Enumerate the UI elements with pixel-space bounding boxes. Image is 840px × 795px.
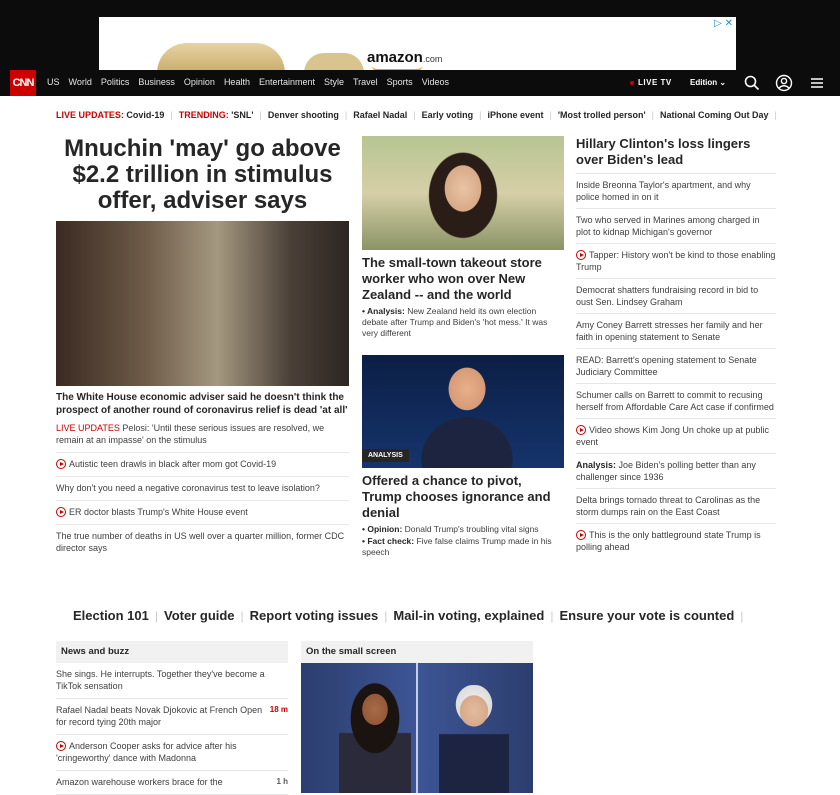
video-play-icon: [56, 741, 66, 751]
amazon-logo: amazon.com: [367, 49, 443, 66]
election-link[interactable]: Report voting issues: [249, 608, 379, 623]
list-item[interactable]: ER doctor blasts Trump's White House event: [56, 501, 349, 525]
cnn-logo[interactable]: CNN: [10, 70, 36, 96]
list-item[interactable]: 18 m Rafael Nadal beats Novak Djokovic at French Open for record tying 20th major: [56, 699, 288, 735]
list-item[interactable]: Inside Breonna Taylor's apartment, and why police homed in on it: [576, 174, 776, 209]
nav-links: [47, 77, 449, 87]
trending-item[interactable]: 'Most trolled person': [557, 110, 646, 120]
trending-item[interactable]: iPhone event: [487, 110, 544, 120]
list-item[interactable]: Autistic teen drawls in black after mom got Covid-19: [56, 453, 349, 477]
list-item[interactable]: The true number of deaths in US well over a quarter million, former CDC director says: [56, 531, 345, 553]
election-link[interactable]: Election 101: [73, 608, 149, 623]
edition-selector[interactable]: Edition ⌄: [690, 78, 727, 87]
live-dot-icon: [630, 81, 634, 85]
list-item[interactable]: Anderson Cooper asks for advice after his 'cringeworthy' dance with Madonna: [56, 735, 288, 771]
live-updates-topic[interactable]: Covid-19: [126, 110, 165, 120]
election-link[interactable]: Voter guide: [164, 608, 235, 623]
top-navigation: [0, 70, 840, 96]
trending-bar: LIVE UPDATES: Covid-19 | TRENDING: 'SNL' | Denver shooting | Rafael Nadal | Early voting | iPhone event | 'Most trolled person' | National Coming Out Day |: [56, 110, 777, 120]
trending-item[interactable]: Rafael Nadal: [353, 110, 408, 120]
list-item[interactable]: Why don't you need a negative coronavirus test to leave isolation?: [56, 477, 349, 501]
story-subhead[interactable]: • Fact check: Five false claims Trump made in his speech: [362, 536, 552, 557]
lead-story-summary[interactable]: The White House economic adviser said he doesn't think the prospect of another round of coronavirus relief is dead 'at all': [56, 392, 348, 416]
list-item[interactable]: Video shows Kim Jong Un choke up at public event: [576, 419, 776, 454]
story-photo-new-zealand[interactable]: [362, 136, 564, 250]
ad-product-image: [157, 43, 285, 70]
list-item[interactable]: Amy Coney Barrett stresses her family and her faith in opening statement to Senate: [576, 314, 776, 349]
list-item[interactable]: She sings. He interrupts. Together they've become a TikTok sensation: [56, 663, 288, 699]
right-column: [576, 136, 776, 558]
video-play-icon: [576, 530, 586, 540]
story-headline[interactable]: Offered a chance to pivot, Trump chooses ignorance and denial: [362, 473, 551, 520]
nav-link-videos[interactable]: Videos: [421, 77, 450, 87]
nav-link-opinion[interactable]: Opinion: [183, 77, 215, 87]
trending-label: TRENDING:: [178, 110, 229, 120]
video-play-icon: [56, 507, 66, 517]
election-links-bar: Election 101 | Voter guide | Report voting issues | Mail-in voting, explained | Ensure your vote is counted |: [73, 608, 744, 623]
nav-link-business[interactable]: Business: [138, 77, 175, 87]
timestamp: 1 h: [276, 777, 288, 786]
lead-story-column: [56, 136, 349, 560]
section-headline[interactable]: Hillary Clinton's loss lingers over Biden's lead: [576, 136, 776, 174]
story-headline[interactable]: The small-town takeout store worker who won over New Zealand -- and the world: [362, 255, 542, 302]
nav-link-entertainment[interactable]: Entertainment: [258, 77, 315, 87]
list-item[interactable]: LIVE UPDATES Pelosi: 'Until these serious issues are resolved, we remain at an impasse' on the stimulus: [56, 417, 349, 453]
timestamp: 18 m: [269, 705, 288, 714]
ad-banner[interactable]: [0, 0, 840, 70]
live-tv-link[interactable]: LIVE TV: [630, 78, 672, 87]
list-item[interactable]: Analysis: Joe Biden's polling better than any challenger since 1936: [576, 454, 776, 489]
list-item[interactable]: Delta brings tornado threat to Carolinas as the storm dumps rain on the East Coast: [576, 489, 776, 524]
ad-product-image-secondary: [304, 53, 364, 70]
adchoices-icon[interactable]: ▷ ✕: [714, 18, 733, 29]
list-item[interactable]: Schumer calls on Barrett to commit to recusing herself from Affordable Care Act case if confirmed: [576, 384, 776, 419]
list-item[interactable]: This is the only battleground state Trump is polling ahead: [576, 530, 761, 552]
trending-item[interactable]: National Coming Out Day: [659, 110, 769, 120]
list-item[interactable]: Democrat shatters fundraising record in bid to oust Sen. Lindsey Graham: [576, 279, 776, 314]
nav-link-travel[interactable]: Travel: [353, 77, 378, 87]
list-item[interactable]: 1 h Amazon warehouse workers brace for the: [56, 771, 288, 795]
election-link[interactable]: Ensure your vote is counted: [559, 608, 735, 623]
trending-item[interactable]: Early voting: [421, 110, 474, 120]
list-item[interactable]: Two who served in Marines among charged in plot to kidnap Michigan's governor: [576, 209, 776, 244]
trending-topic-snl[interactable]: 'SNL': [231, 110, 254, 120]
list-item[interactable]: Tapper: History won't be kind to those enabling Trump: [576, 244, 776, 279]
box-title: On the small screen: [301, 641, 533, 663]
story-photo-trump[interactable]: [362, 355, 564, 468]
news-and-buzz-box: [56, 641, 288, 795]
nav-link-world[interactable]: World: [68, 77, 92, 87]
trending-item[interactable]: Denver shooting: [267, 110, 339, 120]
analysis-badge: ANALYSIS: [362, 449, 409, 462]
nav-link-sports[interactable]: Sports: [386, 77, 413, 87]
nav-link-us[interactable]: US: [47, 77, 60, 87]
nav-link-health[interactable]: Health: [223, 77, 250, 87]
live-updates-label: LIVE UPDATES:: [56, 110, 124, 120]
election-link[interactable]: Mail-in voting, explained: [393, 608, 545, 623]
nav-link-style[interactable]: Style: [323, 77, 344, 87]
small-screen-box: [301, 641, 533, 793]
snl-photo[interactable]: [301, 663, 533, 793]
box-title: News and buzz: [56, 641, 288, 663]
lead-headline[interactable]: Mnuchin 'may' go above $2.2 trillion in stimulus offer, adviser says: [64, 135, 341, 214]
middle-column: [362, 136, 564, 558]
nav-link-politics[interactable]: Politics: [100, 77, 130, 87]
video-play-icon: [576, 250, 586, 260]
menu-icon[interactable]: [808, 74, 826, 92]
video-play-icon: [56, 459, 66, 469]
video-play-icon: [576, 425, 586, 435]
account-icon[interactable]: [775, 74, 793, 92]
story-subhead[interactable]: • Opinion: Donald Trump's troubling vital signs: [362, 524, 539, 534]
story-subhead[interactable]: • Analysis: New Zealand held its own election debate after Trump and Biden's 'hot mess.' It was very different: [362, 306, 548, 338]
search-icon[interactable]: [743, 74, 761, 92]
lead-story-photo[interactable]: [56, 221, 349, 386]
ad-creative[interactable]: [99, 17, 736, 70]
list-item[interactable]: READ: Barrett's opening statement to Senate Judiciary Committee: [576, 349, 776, 384]
